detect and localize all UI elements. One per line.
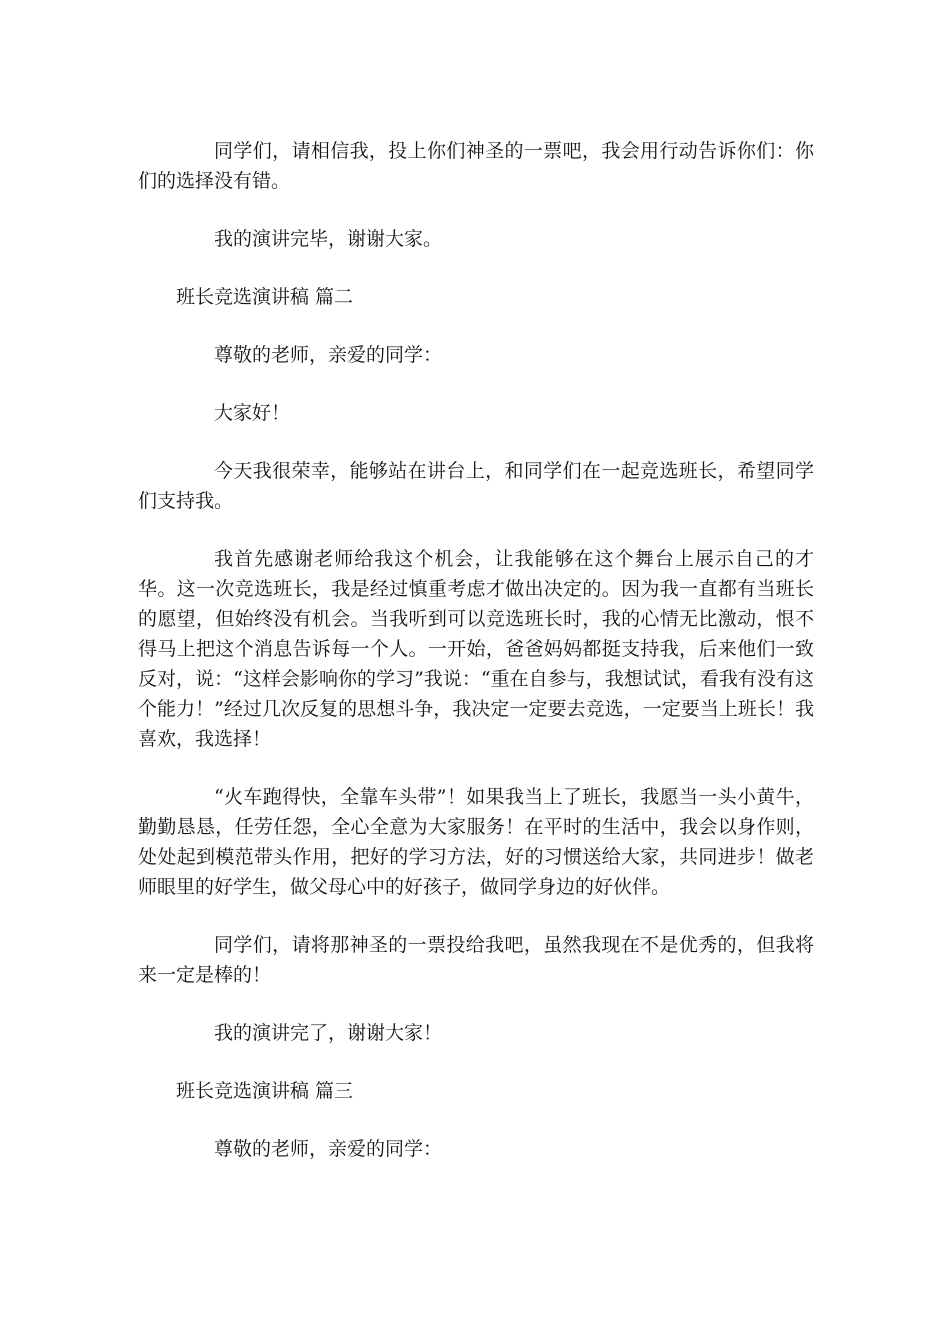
paragraph-vote-appeal: 同学们，请相信我，投上你们神圣的一票吧，我会用行动告诉你们：你们的选择没有错。: [138, 140, 814, 192]
section-heading-part-two: 班长竞选演讲稿 篇二: [176, 286, 354, 308]
document-page: [138, 136, 814, 1164]
paragraph-motivation: 我首先感谢老师给我这个机会，让我能够在这个舞台上展示自己的才华。这一次竞选班长，我是经过慎重考虑才做出决定的。因为我一直都有当班长的愿望，但始终没有机会。当我听到可以竞选班长时，我的心情无比激动，恨不得马上把这个消息告诉每一个人。一开始，爸爸妈妈都挺支持我，后来他们一致反对，说：“这样会影响你的学习”我说：“重在自参与，我想试试，看我有没有这个能力！”经过几次反复的思想斗争，我决定一定要去竞选，一定要当上班长！我喜欢，我选择！: [138, 548, 814, 750]
paragraph-greeting: 大家好！: [214, 402, 291, 424]
paragraph-thanks: 我的演讲完了，谢谢大家！: [214, 1022, 443, 1044]
paragraph-salutation-three: 尊敬的老师，亲爱的同学：: [214, 1138, 443, 1160]
paragraph-salutation: 尊敬的老师，亲爱的同学：: [214, 344, 443, 366]
paragraph-closing: 我的演讲完毕，谢谢大家。: [214, 228, 443, 250]
section-heading-part-three: 班长竞选演讲稿 篇三: [176, 1080, 354, 1102]
paragraph-vote-request: 同学们，请将那神圣的一票投给我吧，虽然我现在不是优秀的，但我将来一定是棒的！: [138, 934, 814, 986]
paragraph-promise: “火车跑得快，全靠车头带”！如果我当上了班长，我愿当一头小黄牛，勤勤恳恳，任劳任怨，全心全意为大家服务！在平时的生活中，我会以身作则，处处起到模范带头作用，把好的学习方法，好的习惯送给大家，共同进步！做老师眼里的好学生，做父母心中的好孩子，做同学身边的好伙伴。: [138, 786, 814, 898]
paragraph-intro: 今天我很荣幸，能够站在讲台上，和同学们在一起竞选班长，希望同学们支持我。: [138, 460, 814, 512]
